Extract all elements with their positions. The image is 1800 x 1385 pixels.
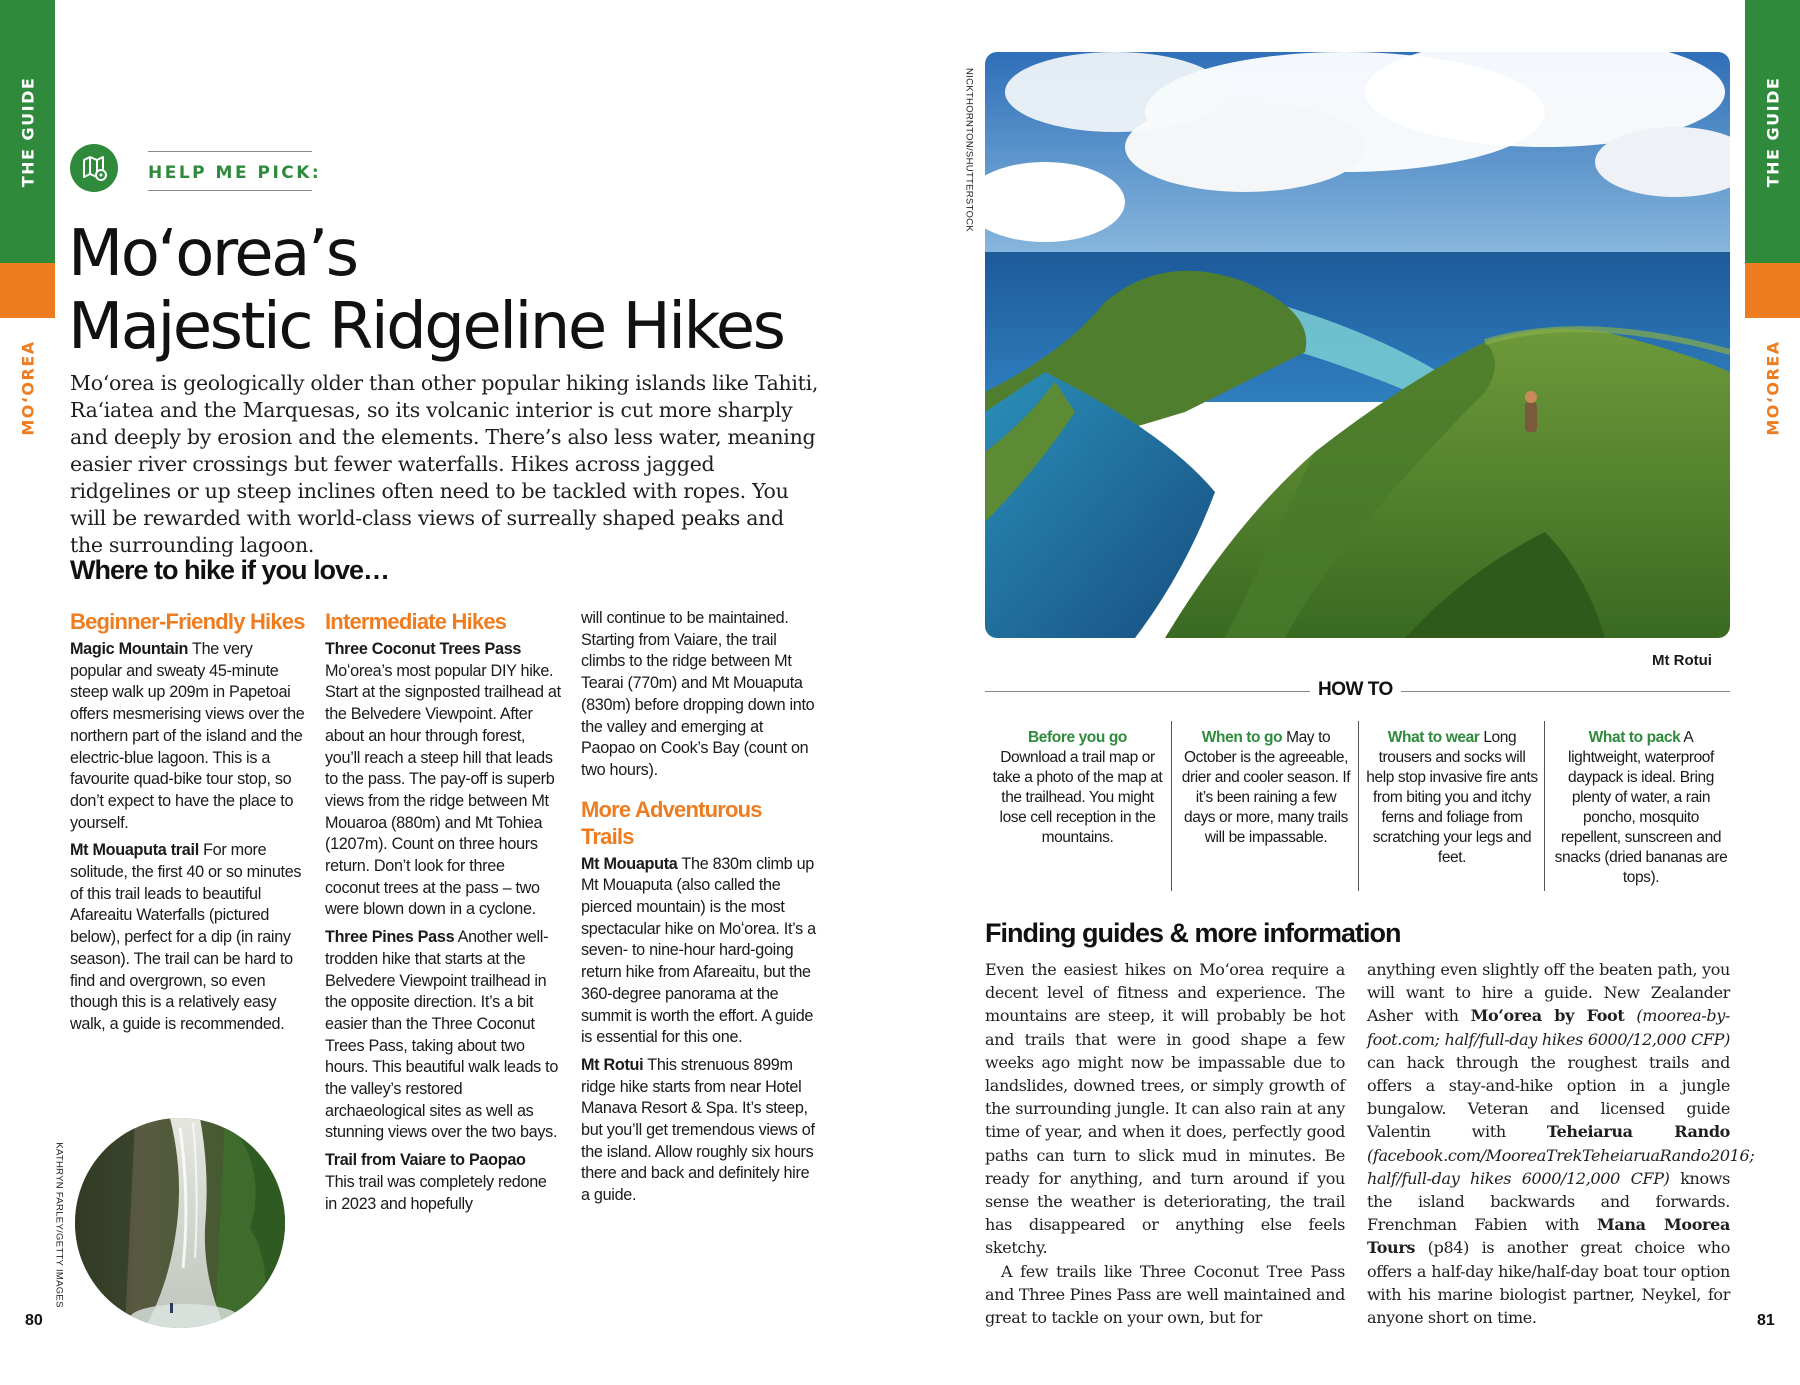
- mana-moorea-tours-name: Mana Moorea Tours: [1367, 1215, 1730, 1258]
- left-page-number: 80: [25, 1312, 43, 1329]
- list-item: Trail from Vaiare to Paopao This trail was completely redone in 2023 and hopefully: [325, 1151, 547, 1213]
- left-guide-tab: [0, 0, 55, 263]
- right-photo-credit: NICKTHORNTON/SHUTTERSTOCK: [963, 68, 975, 232]
- beginner-heading: Beginner-Friendly Hikes: [70, 609, 305, 634]
- left-region-tab: [0, 318, 55, 458]
- right-page-number: 81: [1757, 1312, 1775, 1329]
- moorea-by-foot-name: Moʻorea by Foot: [1470, 1006, 1625, 1026]
- right-guide-tab: [1745, 0, 1800, 263]
- tip-when-to-go: When to go May to October is the agreeable, drier and cooler season. If it’s been raining a few days or more, many trails will be impassable.: [1181, 729, 1351, 846]
- adventurous-column: [581, 608, 817, 1213]
- where-to-hike-heading: Where to hike if you love…: [70, 555, 390, 585]
- list-item: Three Coconut Trees Pass Moʻorea’s most popular DIY hike. Start at the signposted trailhead at the Belvedere Viewpoint. After about an hour through forest, you’ll reach a steep hill that leads to the pass. The pay-off is superb views from the ridge between Mt Mouaroa (880m) and Mt Tohiea (1207m). Count on three hours return. Don’t look for three coconut trees at the pass – two were blown down in a cyclone.: [325, 640, 561, 919]
- tip-divider: [1171, 721, 1172, 891]
- list-item-continuation: will continue to be maintained. Starting from Vaiare, the trail climbs to the ridge between Mt Tearai (770m) and Mt Mouaputa (830m) before dropping down into the valley and emerging at Paopao on Cook’s Bay (count on two hours).: [581, 609, 815, 779]
- finding-column-left: [985, 958, 1345, 1329]
- tip-before-you-go: Before you go Download a trail map or take a photo of the map at the trailhead. You might lose cell reception in the mountains.: [992, 729, 1163, 846]
- left-guide-tab-label: THE GUIDE: [18, 76, 37, 187]
- tip-divider: [1544, 721, 1545, 891]
- intermediate-heading: Intermediate Hikes: [325, 609, 507, 634]
- finding-paragraph-1: Even the easiest hikes on Moʻorea require a decent level of fitness and experience. The mountains are steep, it will probably be hot and trails that were in good shape a few weeks ago might now be impassable due to landslides, downed trees, or simply growth of the surrounding jungle. It can also rain at any time of year, and when it does, perfectly good paths can turn to slick mud in minutes. Be ready for anything, and turn around if you sense the weather is deteriorating, the trail has disappeared or anything else feels sketchy.: [985, 960, 1345, 1258]
- help-me-pick-label: HELP ME PICK:: [148, 163, 322, 183]
- finding-column-right: anything even slightly off the beaten path, you will want to hire a guide. New Zealander Asher with Moʻorea by Foot (moorea-by-foot.com; half/full-day hikes 6000/12,000 CFP) can hack through the roughest trails and offers a stay-and-hike option in a jungle bungalow. Veteran and licensed guide Valentin with Teheiarua Rando (facebook.com/MooreaTrekTeheiaruaRando2016; half/full-day hikes 6000/12,000 CFP) knows the island backwards and forwards. Frenchman Fabien with Mana Moorea Tours (p84) is another great choice who offers a half-day hike/half-day boat tour option with his marine biologist partner, Neykel, for anyone short on time.: [1367, 960, 1755, 1328]
- left-photo-credit: KATHRYN FARLEY/GETTY IMAGES: [53, 1142, 65, 1308]
- right-guide-tab-label: THE GUIDE: [1763, 76, 1782, 187]
- tip-divider: [1358, 721, 1359, 891]
- adventurous-heading: More Adventurous Trails: [581, 796, 762, 849]
- page-title: [68, 218, 828, 364]
- photo-caption: Mt Rotui: [1652, 652, 1712, 669]
- list-item: Mt Mouaputa The 830m climb up Mt Mouaputa (also called the pierced mountain) is the most spectacular hike on Moʻorea. It’s a seven- to nine-hour hard-going return hike from Afareaitu, but the 360-degree panorama at the summit is worth the effort. A guide is essential for this one.: [581, 854, 816, 1047]
- finding-paragraph-2: A few trails like Three Coconut Tree Pass and Three Pines Pass are well maintained and great to tackle on your own, but for: [985, 1261, 1345, 1328]
- list-item: Three Pines Pass Another well-trodden hike that starts at the Belvedere Viewpoint trailhead in the opposite direction. It’s a bit easier than the Three Coconut Trees Pass, taking about two hours. This beautiful walk leads to the valley’s restored archaeological sites as well as stunning views over the two bays.: [325, 928, 559, 1142]
- finding-guides-heading: Finding guides & more information: [985, 918, 1401, 948]
- intermediate-column: [325, 608, 561, 1221]
- list-item: Magic Mountain The very popular and sweaty 45-minute steep walk up 209m in Papetoai offers mesmerising views over the northern part of the island and the electric-blue lagoon. This is a favourite quad-bike tour stop, so don’t expect to have the place to yourself.: [70, 640, 305, 832]
- left-region-label: MOʻOREA: [18, 340, 37, 436]
- beginner-column: [70, 608, 306, 1042]
- right-region-marker: [1745, 263, 1800, 318]
- title-line-1: Moʻorea’s: [68, 217, 357, 291]
- teheiarua-rando-name: Teheiarua Rando: [1546, 1122, 1730, 1142]
- right-region-tab: [1745, 318, 1800, 458]
- list-item: Mt Mouaputa trail For more solitude, the first 40 or so minutes of this trail leads to beautiful Afareaitu Waterfalls (pictured below), perfect for a dip (in rainy season). The trail can be hard to find and overgrown, so even though this is a relatively easy walk, a guide is recommended.: [70, 841, 302, 1033]
- right-region-label: MOʻOREA: [1763, 340, 1782, 436]
- tip-what-to-pack: What to pack A lightweight, waterproof daypack is ideal. Bring plenty of water, a rain poncho, mosquito repellent, sunscreen and snacks (dried bananas are tops).: [1554, 729, 1728, 886]
- mt-rotui-photo: [985, 52, 1730, 638]
- help-bottom-rule: [148, 190, 312, 191]
- waterfall-photo: [75, 1118, 285, 1328]
- map-pin-icon: [70, 144, 118, 192]
- intro-paragraph: Moʻorea is geologically older than other popular hiking islands like Tahiti, Raʻiatea and the Marquesas, so its volcanic interior is cut more sharply and deeply by erosion and the elements. There’s also less water, meaning easier river crossings but fewer waterfalls. Hikes across jagged ridgelines or up steep inclines often need to be tackled with ropes. You will be rewarded with world-class views of surreally shaped peaks and the surrounding lagoon.: [70, 371, 819, 557]
- help-top-rule: [148, 151, 312, 152]
- howto-label: HOW TO: [1310, 679, 1401, 701]
- left-region-marker: [0, 263, 55, 318]
- tip-what-to-wear: What to wear Long trousers and socks will help stop invasive fire ants from biting you and itchy ferns and foliage from scratching your legs and feet.: [1366, 729, 1538, 866]
- list-item: Mt Rotui This strenuous 899m ridge hike starts from near Hotel Manava Resort & Spa. It’s steep, but you’ll get tremendous views of the island. Allow roughly six hours there and back and definitely hire a guide.: [581, 1055, 815, 1205]
- title-line-2: Majestic Ridgeline Hikes: [68, 290, 784, 364]
